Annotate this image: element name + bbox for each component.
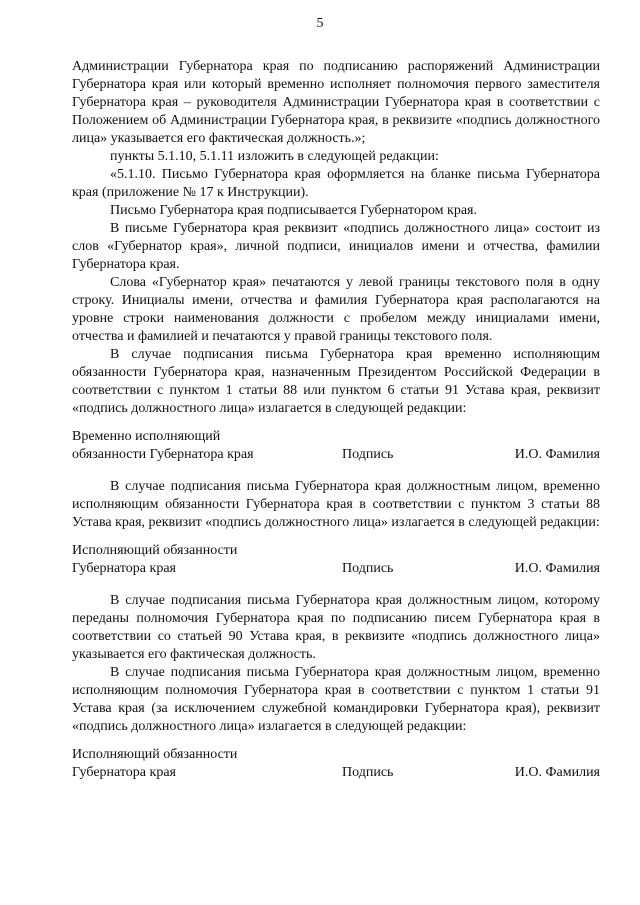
signature-block-1 — [72, 428, 600, 464]
paragraph-1: Администрации Губернатора края по подписанию распоряжений Администрации Губернатора края или который временно исполняет полномочия первого заместителя Губернатора края – руководителя Администрации Губернатора края в соответствии с Положением об Администрации Губернатора края, в реквизите «подпись должностного лица» указывается его фактическая должность.»; — [72, 59, 600, 146]
signature-placeholder: Подпись — [342, 765, 394, 780]
signature-block-3 — [72, 746, 600, 782]
paragraph-10: В случае подписания письма Губернатора края должностным лицом, временно исполняющим полномочия Губернатора края в соответствии с пунктом 1 статьи 91 Устава края (за исключением служебной командировки Губернатора края), реквизит «подпись должностного лица» излагается в следующей редакции: — [72, 665, 600, 734]
signature-title-line1: Временно исполняющий — [72, 429, 221, 444]
signature-name: И.О. Фамилия — [514, 447, 600, 462]
paragraph-6: Слова «Губернатор края» печатаются у левой границы текстового поля в одну строку. Инициалы имени, отчества и фамилия Губернатора края располагаются на уровне строки наименования должности с пробелом между инициалами имени, отчества и фамилией и печатаются у правой границы текстового поля. — [72, 275, 600, 344]
paragraph-8: В случае подписания письма Губернатора края должностным лицом, временно исполняющим обязанности Губернатора края в соответствии с пунктом 3 статьи 88 Устава края, реквизит «подпись должностного лица» излагается в следующей редакции: — [72, 479, 600, 530]
page-number: 5 — [316, 16, 324, 31]
signature-block-2 — [72, 542, 600, 578]
paragraph-3: «5.1.10. Письмо Губернатора края оформляется на бланке письма Губернатора края (приложение № 17 к Инструкции). — [72, 167, 600, 200]
signature-title-line2: Губернатора края — [72, 765, 176, 780]
paragraph-2: пункты 5.1.10, 5.1.11 изложить в следующей редакции: — [110, 149, 439, 164]
signature-title-line1: Исполняющий обязанности — [72, 543, 238, 558]
signature-placeholder: Подпись — [342, 447, 394, 462]
signature-placeholder: Подпись — [342, 561, 394, 576]
signature-title-line1: Исполняющий обязанности — [72, 747, 238, 762]
paragraph-4: Письмо Губернатора края подписывается Губернатором края. — [110, 203, 478, 218]
signature-title-line2: Губернатора края — [72, 561, 176, 576]
paragraph-5: В письме Губернатора края реквизит «подпись должностного лица» состоит из слов «Губернатор края», личной подписи, инициалов имени и отчества, фамилии Губернатора края. — [72, 221, 600, 272]
signature-title-line2: обязанности Губернатора края — [72, 447, 254, 462]
paragraph-7: В случае подписания письма Губернатора края временно исполняющим обязанности Губернатора края, назначенным Президентом Российской Федерации в соответствии с пунктом 1 статьи 88 или пунктом 6 статьи 91 Устава края, реквизит «подпись должностного лица» излагается в следующей редакции: — [72, 347, 600, 416]
signature-name: И.О. Фамилия — [514, 765, 600, 780]
paragraph-9: В случае подписания письма Губернатора края должностным лицом, которому переданы полномочия Губернатора края по подписанию писем Губернатора края в соответствии со статьей 90 Устава края, в реквизите «подпись должностного лица» указывается его фактическая должность. — [72, 593, 600, 662]
signature-name: И.О. Фамилия — [514, 561, 600, 576]
document-body — [72, 58, 600, 796]
